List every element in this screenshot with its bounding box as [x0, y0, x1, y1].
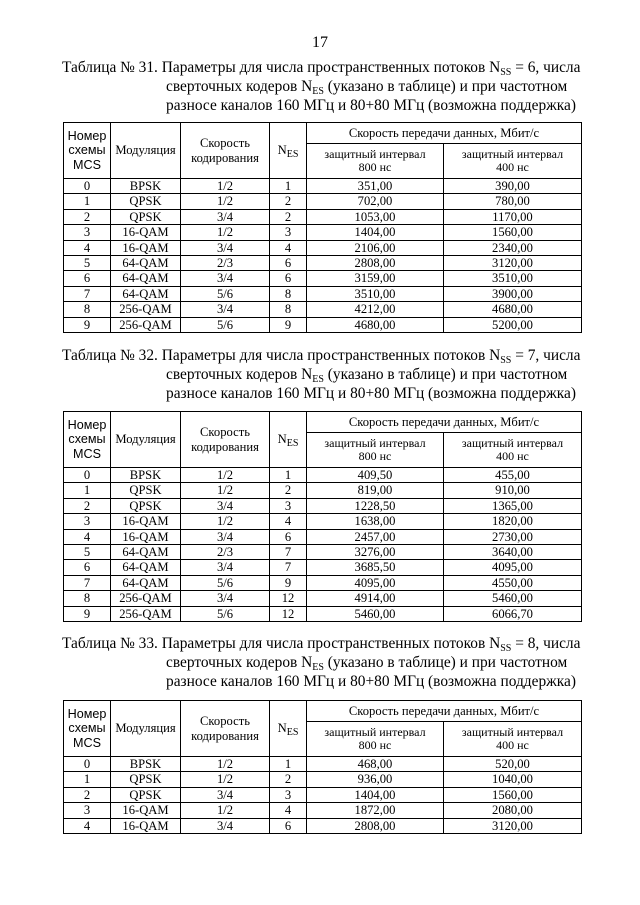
caption-line [62, 58, 582, 77]
cell-mcs: 2 [64, 498, 111, 513]
cell-modulation: 64-QAM [111, 286, 181, 301]
caption-line [62, 365, 582, 384]
table-row [64, 286, 582, 301]
cell-rate-800: 702,00 [307, 194, 444, 209]
header-coding-rate [181, 412, 270, 468]
cell-rate-800: 3276,00 [307, 545, 444, 560]
cell-nes: 3 [270, 225, 307, 240]
header-text: Скорость [200, 425, 250, 440]
header-text: 800 нс [358, 738, 392, 752]
cell-nes: 4 [270, 240, 307, 255]
cell-modulation: 64-QAM [111, 575, 181, 590]
cell-coding-rate: 2/3 [181, 545, 270, 560]
cell-rate-400: 5200,00 [444, 317, 582, 332]
cell-rate-800: 4914,00 [307, 591, 444, 606]
cell-modulation: 256-QAM [111, 591, 181, 606]
header-text: схемы [68, 143, 106, 158]
cell-mcs: 1 [64, 194, 111, 209]
cell-modulation: 16-QAM [111, 240, 181, 255]
cell-coding-rate: 5/6 [181, 575, 270, 590]
header-mcs [64, 412, 111, 468]
cell-nes: 3 [270, 787, 307, 802]
cell-modulation: 16-QAM [111, 818, 181, 833]
table-row [64, 240, 582, 255]
cell-rate-800: 819,00 [307, 483, 444, 498]
table-row [64, 209, 582, 224]
table-row [64, 302, 582, 317]
cell-rate-800: 936,00 [307, 772, 444, 787]
header-text: кодирования [191, 728, 259, 743]
cell-rate-800: 1228,50 [307, 498, 444, 513]
cell-coding-rate: 3/4 [181, 818, 270, 833]
nes-subscript: ES [312, 662, 324, 673]
caption-text: сверточных кодеров [166, 366, 302, 383]
header-data-rate [307, 701, 582, 722]
cell-nes: 6 [270, 271, 307, 286]
cell-mcs: 4 [64, 818, 111, 833]
nes-symbol: N [301, 654, 313, 671]
table-row [64, 194, 582, 209]
cell-coding-rate: 3/4 [181, 271, 270, 286]
cell-rate-400: 1560,00 [444, 787, 582, 802]
cell-mcs: 2 [64, 209, 111, 224]
nes-symbol: N [301, 366, 313, 383]
cell-rate-400: 4680,00 [444, 302, 582, 317]
table-row [64, 514, 582, 529]
nes-symbol: N [277, 143, 287, 158]
header-coding-rate [181, 123, 270, 179]
header-row [64, 412, 582, 433]
caption-text: сверточных кодеров [166, 78, 302, 95]
cell-coding-rate: 1/2 [181, 483, 270, 498]
caption-text: (указано в таблице) и при частотном [323, 78, 568, 95]
header-text: 800 нс [358, 160, 392, 174]
header-text: 400 нс [496, 738, 529, 752]
cell-nes: 6 [270, 256, 307, 271]
cell-rate-400: 1040,00 [444, 772, 582, 787]
header-nes [270, 701, 307, 757]
header-nes [270, 412, 307, 468]
caption-text: разносе каналов 160 МГц и 80+80 МГц (возможна поддержка) [166, 673, 577, 690]
cell-rate-400: 4550,00 [444, 575, 582, 590]
cell-nes: 2 [270, 483, 307, 498]
cell-nes: 7 [270, 545, 307, 560]
header-text: Скорость передачи данных, Мбит/с [348, 125, 540, 140]
header-text: MCS [73, 735, 101, 750]
table-row [64, 317, 582, 332]
caption-line [62, 672, 582, 691]
nss-subscript: SS [500, 355, 512, 366]
cell-modulation: 16-QAM [111, 803, 181, 818]
header-text: MCS [73, 157, 101, 172]
cell-rate-400: 390,00 [444, 179, 582, 194]
header-data-rate [307, 123, 582, 144]
cell-nes: 9 [270, 317, 307, 332]
table-row [64, 179, 582, 194]
header-text: 400 нс [496, 449, 529, 463]
cell-nes: 7 [270, 560, 307, 575]
caption-text: (указано в таблице) и при частотном [323, 654, 568, 671]
cell-rate-400: 6066,70 [444, 606, 582, 621]
cell-rate-800: 409,50 [307, 468, 444, 483]
header-modulation [111, 123, 181, 179]
header-gi-800 [307, 722, 444, 757]
header-text: Модуляция [115, 721, 176, 736]
cell-coding-rate: 1/2 [181, 194, 270, 209]
header-text: защитный интервал [461, 436, 564, 450]
caption-text: сверточных кодеров [166, 654, 302, 671]
header-text: Номер [67, 706, 107, 721]
cell-modulation: BPSK [111, 468, 181, 483]
nes-symbol: N [277, 721, 287, 736]
header-text: кодирования [191, 150, 259, 165]
cell-mcs: 0 [64, 179, 111, 194]
cell-nes: 2 [270, 194, 307, 209]
cell-mcs: 2 [64, 787, 111, 802]
mcs-table [63, 411, 582, 622]
cell-nes: 12 [270, 606, 307, 621]
cell-modulation: 256-QAM [111, 302, 181, 317]
header-text: 800 нс [358, 449, 392, 463]
cell-mcs: 9 [64, 606, 111, 621]
cell-modulation: BPSK [111, 179, 181, 194]
nss-symbol: N [489, 635, 501, 652]
cell-mcs: 8 [64, 302, 111, 317]
cell-coding-rate: 3/4 [181, 302, 270, 317]
cell-mcs: 1 [64, 483, 111, 498]
cell-rate-800: 1872,00 [307, 803, 444, 818]
nes-subscript: ES [286, 438, 299, 450]
cell-modulation: 256-QAM [111, 317, 181, 332]
header-text: защитный интервал [461, 147, 564, 161]
cell-rate-400: 5460,00 [444, 591, 582, 606]
cell-rate-400: 910,00 [444, 483, 582, 498]
nes-symbol: N [301, 78, 313, 95]
table-row [64, 803, 582, 818]
caption-text: = 7, числа [511, 347, 581, 364]
cell-rate-400: 2340,00 [444, 240, 582, 255]
header-text: Модуляция [115, 143, 176, 158]
cell-modulation: 256-QAM [111, 606, 181, 621]
cell-rate-800: 2808,00 [307, 818, 444, 833]
table-row [64, 225, 582, 240]
cell-nes: 4 [270, 803, 307, 818]
cell-coding-rate: 1/2 [181, 803, 270, 818]
header-text: Скорость [200, 136, 250, 151]
cell-mcs: 3 [64, 803, 111, 818]
cell-nes: 3 [270, 498, 307, 513]
cell-coding-rate: 1/2 [181, 514, 270, 529]
header-gi-400 [444, 433, 582, 468]
table-caption [62, 58, 582, 115]
cell-nes: 2 [270, 209, 307, 224]
nes-subscript: ES [286, 149, 299, 161]
cell-coding-rate: 3/4 [181, 529, 270, 544]
table-row [64, 787, 582, 802]
cell-nes: 12 [270, 591, 307, 606]
cell-rate-400: 455,00 [444, 468, 582, 483]
header-text: Номер [67, 417, 107, 432]
cell-rate-800: 3159,00 [307, 271, 444, 286]
nes-symbol: N [277, 432, 287, 447]
cell-mcs: 3 [64, 514, 111, 529]
cell-mcs: 6 [64, 560, 111, 575]
cell-nes: 1 [270, 757, 307, 772]
header-gi-400 [444, 722, 582, 757]
table-caption [62, 346, 582, 403]
header-modulation [111, 412, 181, 468]
cell-coding-rate: 1/2 [181, 757, 270, 772]
header-text: 400 нс [496, 160, 529, 174]
header-text: защитный интервал [324, 436, 426, 450]
header-data-rate [307, 412, 582, 433]
table-row [64, 772, 582, 787]
cell-mcs: 3 [64, 225, 111, 240]
cell-nes: 8 [270, 302, 307, 317]
cell-mcs: 9 [64, 317, 111, 332]
cell-rate-800: 4680,00 [307, 317, 444, 332]
cell-rate-800: 4095,00 [307, 575, 444, 590]
cell-coding-rate: 1/2 [181, 772, 270, 787]
caption-line [62, 96, 582, 115]
table-row [64, 560, 582, 575]
header-text: защитный интервал [324, 147, 426, 161]
cell-modulation: QPSK [111, 787, 181, 802]
cell-rate-400: 520,00 [444, 757, 582, 772]
nes-subscript: ES [312, 374, 324, 385]
cell-nes: 9 [270, 575, 307, 590]
cell-modulation: 64-QAM [111, 256, 181, 271]
caption-line [62, 634, 582, 653]
caption-text: (указано в таблице) и при частотном [323, 366, 568, 383]
table-row [64, 606, 582, 621]
header-coding-rate [181, 701, 270, 757]
nes-subscript: ES [286, 727, 299, 739]
table-row [64, 498, 582, 513]
caption-text: Таблица № 31. Параметры для числа пространственных потоков [62, 59, 490, 76]
page-number: 17 [312, 34, 328, 51]
header-mcs [64, 123, 111, 179]
mcs-table [63, 122, 582, 333]
table-row [64, 483, 582, 498]
cell-mcs: 1 [64, 772, 111, 787]
cell-rate-800: 1404,00 [307, 787, 444, 802]
cell-coding-rate: 5/6 [181, 317, 270, 332]
cell-coding-rate: 3/4 [181, 240, 270, 255]
cell-modulation: QPSK [111, 483, 181, 498]
nss-symbol: N [489, 347, 501, 364]
table-row [64, 468, 582, 483]
cell-coding-rate: 3/4 [181, 209, 270, 224]
cell-rate-400: 780,00 [444, 194, 582, 209]
cell-coding-rate: 3/4 [181, 787, 270, 802]
nss-subscript: SS [500, 643, 512, 654]
table-row [64, 575, 582, 590]
cell-rate-800: 1404,00 [307, 225, 444, 240]
cell-modulation: BPSK [111, 757, 181, 772]
cell-rate-400: 3640,00 [444, 545, 582, 560]
cell-mcs: 7 [64, 286, 111, 301]
header-text: кодирования [191, 439, 259, 454]
caption-text: разносе каналов 160 МГц и 80+80 МГц (возможна поддержка) [166, 385, 577, 402]
cell-rate-800: 3510,00 [307, 286, 444, 301]
caption-line [62, 346, 582, 365]
cell-modulation: QPSK [111, 194, 181, 209]
table-row [64, 545, 582, 560]
cell-rate-400: 3900,00 [444, 286, 582, 301]
cell-mcs: 4 [64, 240, 111, 255]
cell-mcs: 6 [64, 271, 111, 286]
cell-modulation: 16-QAM [111, 514, 181, 529]
cell-rate-800: 2457,00 [307, 529, 444, 544]
header-row [64, 123, 582, 144]
cell-mcs: 5 [64, 256, 111, 271]
mcs-table [63, 700, 582, 834]
cell-nes: 1 [270, 468, 307, 483]
header-text: MCS [73, 446, 101, 461]
cell-mcs: 4 [64, 529, 111, 544]
cell-rate-800: 468,00 [307, 757, 444, 772]
cell-rate-400: 1170,00 [444, 209, 582, 224]
header-gi-400 [444, 144, 582, 179]
table-caption [62, 634, 582, 691]
caption-line [62, 384, 582, 403]
nes-subscript: ES [312, 86, 324, 97]
table-row [64, 256, 582, 271]
nss-subscript: SS [500, 67, 512, 78]
table-row [64, 271, 582, 286]
cell-rate-400: 3510,00 [444, 271, 582, 286]
cell-rate-400: 3120,00 [444, 256, 582, 271]
cell-coding-rate: 1/2 [181, 225, 270, 240]
cell-coding-rate: 1/2 [181, 179, 270, 194]
cell-mcs: 7 [64, 575, 111, 590]
cell-modulation: 16-QAM [111, 225, 181, 240]
cell-rate-800: 4212,00 [307, 302, 444, 317]
caption-line [62, 653, 582, 672]
cell-coding-rate: 5/6 [181, 606, 270, 621]
cell-modulation: 64-QAM [111, 271, 181, 286]
cell-modulation: QPSK [111, 498, 181, 513]
cell-rate-400: 2080,00 [444, 803, 582, 818]
cell-rate-400: 1820,00 [444, 514, 582, 529]
cell-rate-800: 3685,50 [307, 560, 444, 575]
cell-rate-800: 1053,00 [307, 209, 444, 224]
cell-mcs: 0 [64, 757, 111, 772]
header-text: схемы [68, 432, 106, 447]
cell-modulation: 64-QAM [111, 545, 181, 560]
header-row [64, 701, 582, 722]
cell-rate-800: 351,00 [307, 179, 444, 194]
cell-nes: 6 [270, 818, 307, 833]
cell-nes: 2 [270, 772, 307, 787]
cell-modulation: 16-QAM [111, 529, 181, 544]
cell-rate-800: 2808,00 [307, 256, 444, 271]
cell-nes: 6 [270, 529, 307, 544]
header-mcs [64, 701, 111, 757]
header-text: Модуляция [115, 432, 176, 447]
cell-coding-rate: 3/4 [181, 498, 270, 513]
cell-rate-800: 1638,00 [307, 514, 444, 529]
cell-rate-400: 1365,00 [444, 498, 582, 513]
header-text: Номер [67, 128, 107, 143]
header-gi-800 [307, 433, 444, 468]
header-modulation [111, 701, 181, 757]
cell-mcs: 5 [64, 545, 111, 560]
table-row [64, 757, 582, 772]
caption-line [62, 77, 582, 96]
caption-text: Таблица № 32. Параметры для числа пространственных потоков [62, 347, 490, 364]
nss-symbol: N [489, 59, 501, 76]
cell-rate-400: 2730,00 [444, 529, 582, 544]
cell-nes: 4 [270, 514, 307, 529]
caption-text: = 8, числа [511, 635, 581, 652]
cell-coding-rate: 3/4 [181, 591, 270, 606]
cell-rate-400: 4095,00 [444, 560, 582, 575]
header-text: Скорость [200, 714, 250, 729]
cell-nes: 8 [270, 286, 307, 301]
cell-nes: 1 [270, 179, 307, 194]
caption-text: Таблица № 33. Параметры для числа пространственных потоков [62, 635, 490, 652]
cell-coding-rate: 3/4 [181, 560, 270, 575]
cell-rate-400: 3120,00 [444, 818, 582, 833]
header-text: Скорость передачи данных, Мбит/с [348, 414, 540, 429]
cell-modulation: QPSK [111, 209, 181, 224]
header-text: защитный интервал [461, 725, 564, 739]
header-text: Скорость передачи данных, Мбит/с [348, 703, 540, 718]
header-text: защитный интервал [324, 725, 426, 739]
cell-modulation: QPSK [111, 772, 181, 787]
caption-text: разносе каналов 160 МГц и 80+80 МГц (возможна поддержка) [166, 97, 577, 114]
cell-coding-rate: 2/3 [181, 256, 270, 271]
cell-coding-rate: 5/6 [181, 286, 270, 301]
cell-mcs: 0 [64, 468, 111, 483]
header-text: схемы [68, 721, 106, 736]
cell-modulation: 64-QAM [111, 560, 181, 575]
cell-rate-800: 2106,00 [307, 240, 444, 255]
cell-rate-400: 1560,00 [444, 225, 582, 240]
cell-rate-800: 5460,00 [307, 606, 444, 621]
table-row [64, 818, 582, 833]
cell-mcs: 8 [64, 591, 111, 606]
header-nes [270, 123, 307, 179]
table-row [64, 529, 582, 544]
cell-coding-rate: 1/2 [181, 468, 270, 483]
table-row [64, 591, 582, 606]
caption-text: = 6, числа [511, 59, 581, 76]
header-gi-800 [307, 144, 444, 179]
